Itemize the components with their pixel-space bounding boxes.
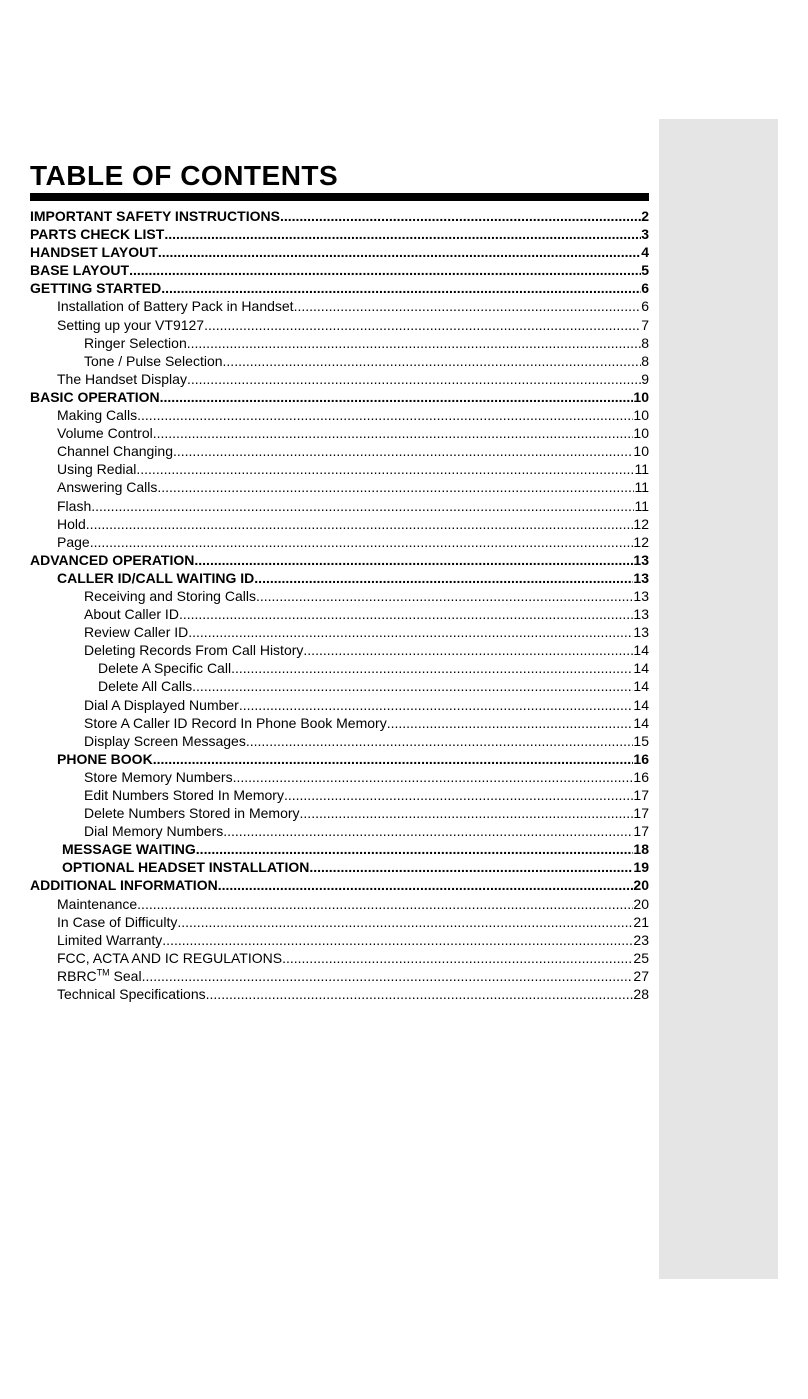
toc-entry[interactable]: [30, 985, 649, 1003]
toc-leader-dots: [206, 985, 634, 1003]
toc-entry-label: MESSAGE WAITING: [62, 841, 196, 858]
toc-entry-label: IMPORTANT SAFETY INSTRUCTIONS: [30, 208, 280, 224]
page-title: TABLE OF CONTENTS: [30, 160, 339, 191]
toc-entry[interactable]: [30, 623, 649, 641]
toc-leader-dots: [231, 659, 633, 677]
toc-leader-dots: [303, 641, 633, 659]
toc-entry[interactable]: [30, 442, 649, 460]
toc-entry-label: ADVANCED OPERATION: [30, 551, 195, 568]
toc-entry-label-suffix: Seal: [109, 967, 142, 984]
toc-entry[interactable]: [30, 677, 649, 695]
toc-entry-page: 2: [641, 208, 649, 224]
toc-entry[interactable]: [30, 587, 649, 605]
toc-entry-label: ADDITIONAL INFORMATION: [30, 877, 218, 894]
toc-entry[interactable]: [30, 388, 649, 406]
toc-entry[interactable]: [30, 225, 649, 243]
toc-entry-label: Answering Calls: [57, 479, 158, 496]
toc-leader-dots: [204, 316, 641, 334]
toc-leader-dots: [256, 587, 633, 605]
toc-entry-label: OPTIONAL HEADSET INSTALLATION: [62, 859, 310, 876]
toc-entry-label: Page: [57, 533, 90, 550]
toc-entry[interactable]: [30, 460, 649, 478]
toc-entry-label: Channel Changing: [57, 443, 173, 460]
toc-leader-dots: [194, 551, 633, 569]
toc-entry-label: PARTS CHECK LIST: [30, 226, 165, 243]
toc-entry-page: 27: [633, 967, 649, 984]
sidebar-panel: [659, 119, 778, 1279]
toc-entry-page: 18: [633, 841, 649, 858]
toc-entry-page: 14: [633, 678, 649, 695]
toc-leader-dots: [218, 876, 634, 894]
toc-entry[interactable]: [30, 895, 649, 913]
toc-leader-dots: [223, 352, 642, 370]
toc-entry[interactable]: [30, 297, 649, 315]
toc-entry-page: 23: [633, 931, 649, 948]
toc-entry[interactable]: [30, 406, 649, 424]
toc-entry-page: 17: [633, 787, 649, 803]
toc-leader-dots: [254, 569, 633, 587]
toc-leader-dots: [157, 478, 634, 496]
toc-entry-page: 14: [633, 714, 649, 731]
toc-entry-label: About Caller ID: [84, 606, 179, 623]
toc-entry[interactable]: [30, 750, 649, 768]
toc-entry-page: 8: [641, 334, 649, 351]
toc-entry-page: 13: [633, 606, 649, 623]
toc-leader-dots: [280, 207, 641, 225]
toc-entry[interactable]: [30, 551, 649, 569]
toc-entry-label: Ringer Selection: [84, 334, 187, 351]
toc-leader-dots: [160, 388, 634, 406]
toc-leader-dots: [192, 677, 633, 695]
toc-leader-dots: [137, 406, 633, 424]
toc-entry-page: 10: [633, 407, 649, 424]
toc-entry[interactable]: [30, 605, 649, 623]
toc-entry-label: Store A Caller ID Record In Phone Book Memory: [84, 714, 387, 731]
toc-entry-label: Flash: [57, 497, 92, 514]
toc-entry-label: Volume Control: [57, 425, 153, 442]
toc-entry[interactable]: [30, 822, 649, 840]
toc-entry-page: 3: [641, 226, 649, 243]
toc-leader-dots: [187, 334, 641, 352]
toc-entry-label: Delete Numbers Stored in Memory: [84, 805, 300, 822]
toc-leader-dots: [86, 515, 634, 533]
toc-leader-dots: [179, 605, 633, 623]
toc-entry[interactable]: [30, 696, 649, 714]
toc-leader-dots: [284, 786, 633, 804]
toc-leader-dots: [90, 533, 634, 551]
toc-leader-dots: [137, 895, 633, 913]
toc-entry-label: PHONE BOOK: [57, 750, 153, 767]
toc-entry-label: BASIC OPERATION: [30, 388, 160, 405]
toc-leader-dots: [233, 768, 634, 786]
toc-entry[interactable]: [30, 370, 649, 388]
toc-leader-dots: [282, 949, 633, 967]
toc-entry-page: 14: [633, 642, 649, 659]
toc-entry[interactable]: [30, 497, 649, 515]
toc-leader-dots: [177, 913, 633, 931]
toc-entry[interactable]: [30, 858, 649, 876]
toc-entry-page: 28: [633, 986, 649, 1003]
toc-entry-label: HANDSET LAYOUT: [30, 244, 158, 261]
toc-entry[interactable]: [30, 949, 649, 967]
trademark-superscript: TM: [96, 967, 110, 978]
toc-leader-dots: [164, 225, 641, 243]
toc-entry-label-text: RBRC: [57, 967, 97, 984]
toc-entry[interactable]: [30, 786, 649, 804]
toc-entry[interactable]: [30, 931, 649, 949]
toc-entry-page: 15: [633, 732, 649, 749]
toc-entry-page: 13: [633, 569, 649, 586]
toc-entry-page: 11: [634, 497, 649, 514]
toc-leader-dots: [300, 804, 634, 822]
toc-entry-label: FCC, ACTA AND IC REGULATIONS: [57, 949, 283, 966]
toc-entry-label: Installation of Battery Pack in Handset: [57, 298, 294, 315]
toc-entry[interactable]: [30, 641, 649, 659]
toc-entry-page: 16: [633, 768, 649, 785]
toc-leader-dots: [223, 822, 633, 840]
toc-entry[interactable]: [30, 261, 649, 279]
toc-entry-page: 10: [633, 425, 649, 442]
toc-entry[interactable]: [30, 840, 649, 858]
toc-entry-label: Technical Specifications: [57, 986, 206, 1003]
toc-leader-dots: [294, 297, 642, 315]
toc-leader-dots: [309, 858, 633, 876]
toc-entry[interactable]: [30, 732, 649, 750]
toc-leader-dots: [173, 442, 633, 460]
toc-entry[interactable]: [30, 334, 649, 352]
toc-leader-dots: [153, 750, 634, 768]
toc-entry-label: [57, 967, 142, 985]
toc-entry-page: 21: [633, 913, 649, 930]
toc-entry-page: 13: [633, 587, 649, 604]
toc-entry-label: Setting up your VT9127: [57, 316, 205, 333]
toc-entry-label: CALLER ID/CALL WAITING ID: [57, 569, 255, 586]
toc-entry-page: 16: [633, 750, 649, 767]
toc-entry-label: In Case of Difficulty: [57, 913, 178, 930]
toc-entry[interactable]: [30, 714, 649, 732]
toc-entry-label: GETTING STARTED: [30, 280, 162, 297]
toc-entry[interactable]: [30, 967, 649, 985]
toc-entry-page: 14: [633, 660, 649, 677]
toc-entry[interactable]: [30, 243, 649, 261]
toc-entry[interactable]: [30, 804, 649, 822]
toc-entry-page: 6: [641, 298, 649, 315]
toc-entry-page: 11: [634, 479, 649, 496]
toc-leader-dots: [142, 967, 634, 985]
toc-entry[interactable]: [30, 876, 649, 894]
toc-entry-page: 6: [641, 280, 649, 297]
toc-leader-dots: [246, 732, 634, 750]
toc-leader-dots: [239, 696, 634, 714]
toc-entry[interactable]: [30, 207, 649, 225]
toc-entry[interactable]: [30, 352, 649, 370]
toc-entry-label: Making Calls: [57, 407, 138, 424]
toc-entry-page: 5: [641, 262, 649, 279]
toc-entry-page: 20: [633, 877, 649, 894]
toc-leader-dots: [129, 261, 641, 279]
toc-entry-page: 13: [633, 551, 649, 568]
toc-entry[interactable]: [30, 659, 649, 677]
toc-entry[interactable]: [30, 279, 649, 297]
toc-entry[interactable]: [30, 515, 649, 533]
toc-entry-label: Edit Numbers Stored In Memory: [84, 787, 284, 803]
toc-entry-page: 8: [641, 352, 649, 369]
toc-entry-page: 10: [633, 443, 649, 460]
toc-leader-dots: [162, 931, 633, 949]
toc-entry-page: 13: [633, 624, 649, 641]
title-rule: [30, 193, 649, 201]
toc-entry-page: 11: [634, 461, 649, 478]
toc-leader-dots: [153, 424, 634, 442]
toc-entry-page: 9: [641, 370, 649, 387]
toc-entry-page: 10: [633, 388, 649, 405]
toc-entry-label: Dial Memory Numbers: [84, 823, 224, 840]
toc-entry[interactable]: [30, 478, 649, 496]
toc-entry[interactable]: [30, 424, 649, 442]
toc-entry-label: Receiving and Storing Calls: [84, 587, 256, 604]
toc-entry-label: The Handset Display: [57, 370, 187, 387]
toc-entry-label: Store Memory Numbers: [84, 768, 233, 785]
toc-entry-label: Limited Warranty: [57, 931, 163, 948]
toc-leader-dots: [196, 840, 634, 858]
toc-entry-page: 12: [633, 533, 649, 550]
toc-leader-dots: [187, 370, 641, 388]
toc-entry-label: Using Redial: [57, 461, 137, 478]
toc-entry-label: Tone / Pulse Selection: [84, 352, 223, 369]
toc-entry-page: 17: [633, 823, 649, 840]
toc-entry-label: Display Screen Messages: [84, 732, 246, 749]
toc-entry-label: Deleting Records From Call History: [84, 642, 304, 659]
toc-entry-label: Delete All Calls: [98, 678, 193, 695]
toc-entry-page: 14: [633, 696, 649, 713]
toc-entry[interactable]: [30, 569, 649, 587]
table-of-contents: [30, 207, 649, 1003]
toc-entry-page: 25: [633, 949, 649, 966]
toc-leader-dots: [161, 279, 641, 297]
toc-leader-dots: [158, 243, 641, 261]
toc-entry[interactable]: [30, 316, 649, 334]
toc-leader-dots: [91, 497, 634, 515]
toc-entry[interactable]: [30, 533, 649, 551]
toc-entry-label: Delete A Specific Call: [98, 660, 232, 677]
toc-entry-label: BASE LAYOUT: [30, 262, 130, 279]
toc-entry[interactable]: [30, 768, 649, 786]
toc-leader-dots: [136, 460, 634, 478]
toc-entry-page: 20: [633, 895, 649, 912]
toc-entry-page: 7: [641, 316, 649, 333]
toc-entry-label: Review Caller ID: [84, 624, 189, 641]
toc-entry-label: Dial A Displayed Number: [84, 696, 239, 713]
toc-entry[interactable]: [30, 913, 649, 931]
toc-entry-page: 4: [641, 244, 649, 261]
toc-entry-label: Maintenance: [57, 895, 138, 912]
toc-leader-dots: [387, 714, 634, 732]
toc-leader-dots: [188, 623, 633, 641]
toc-entry-page: 19: [633, 859, 649, 876]
toc-entry-page: 12: [633, 515, 649, 532]
toc-entry-label: Hold: [57, 515, 86, 532]
toc-entry-page: 17: [633, 805, 649, 822]
